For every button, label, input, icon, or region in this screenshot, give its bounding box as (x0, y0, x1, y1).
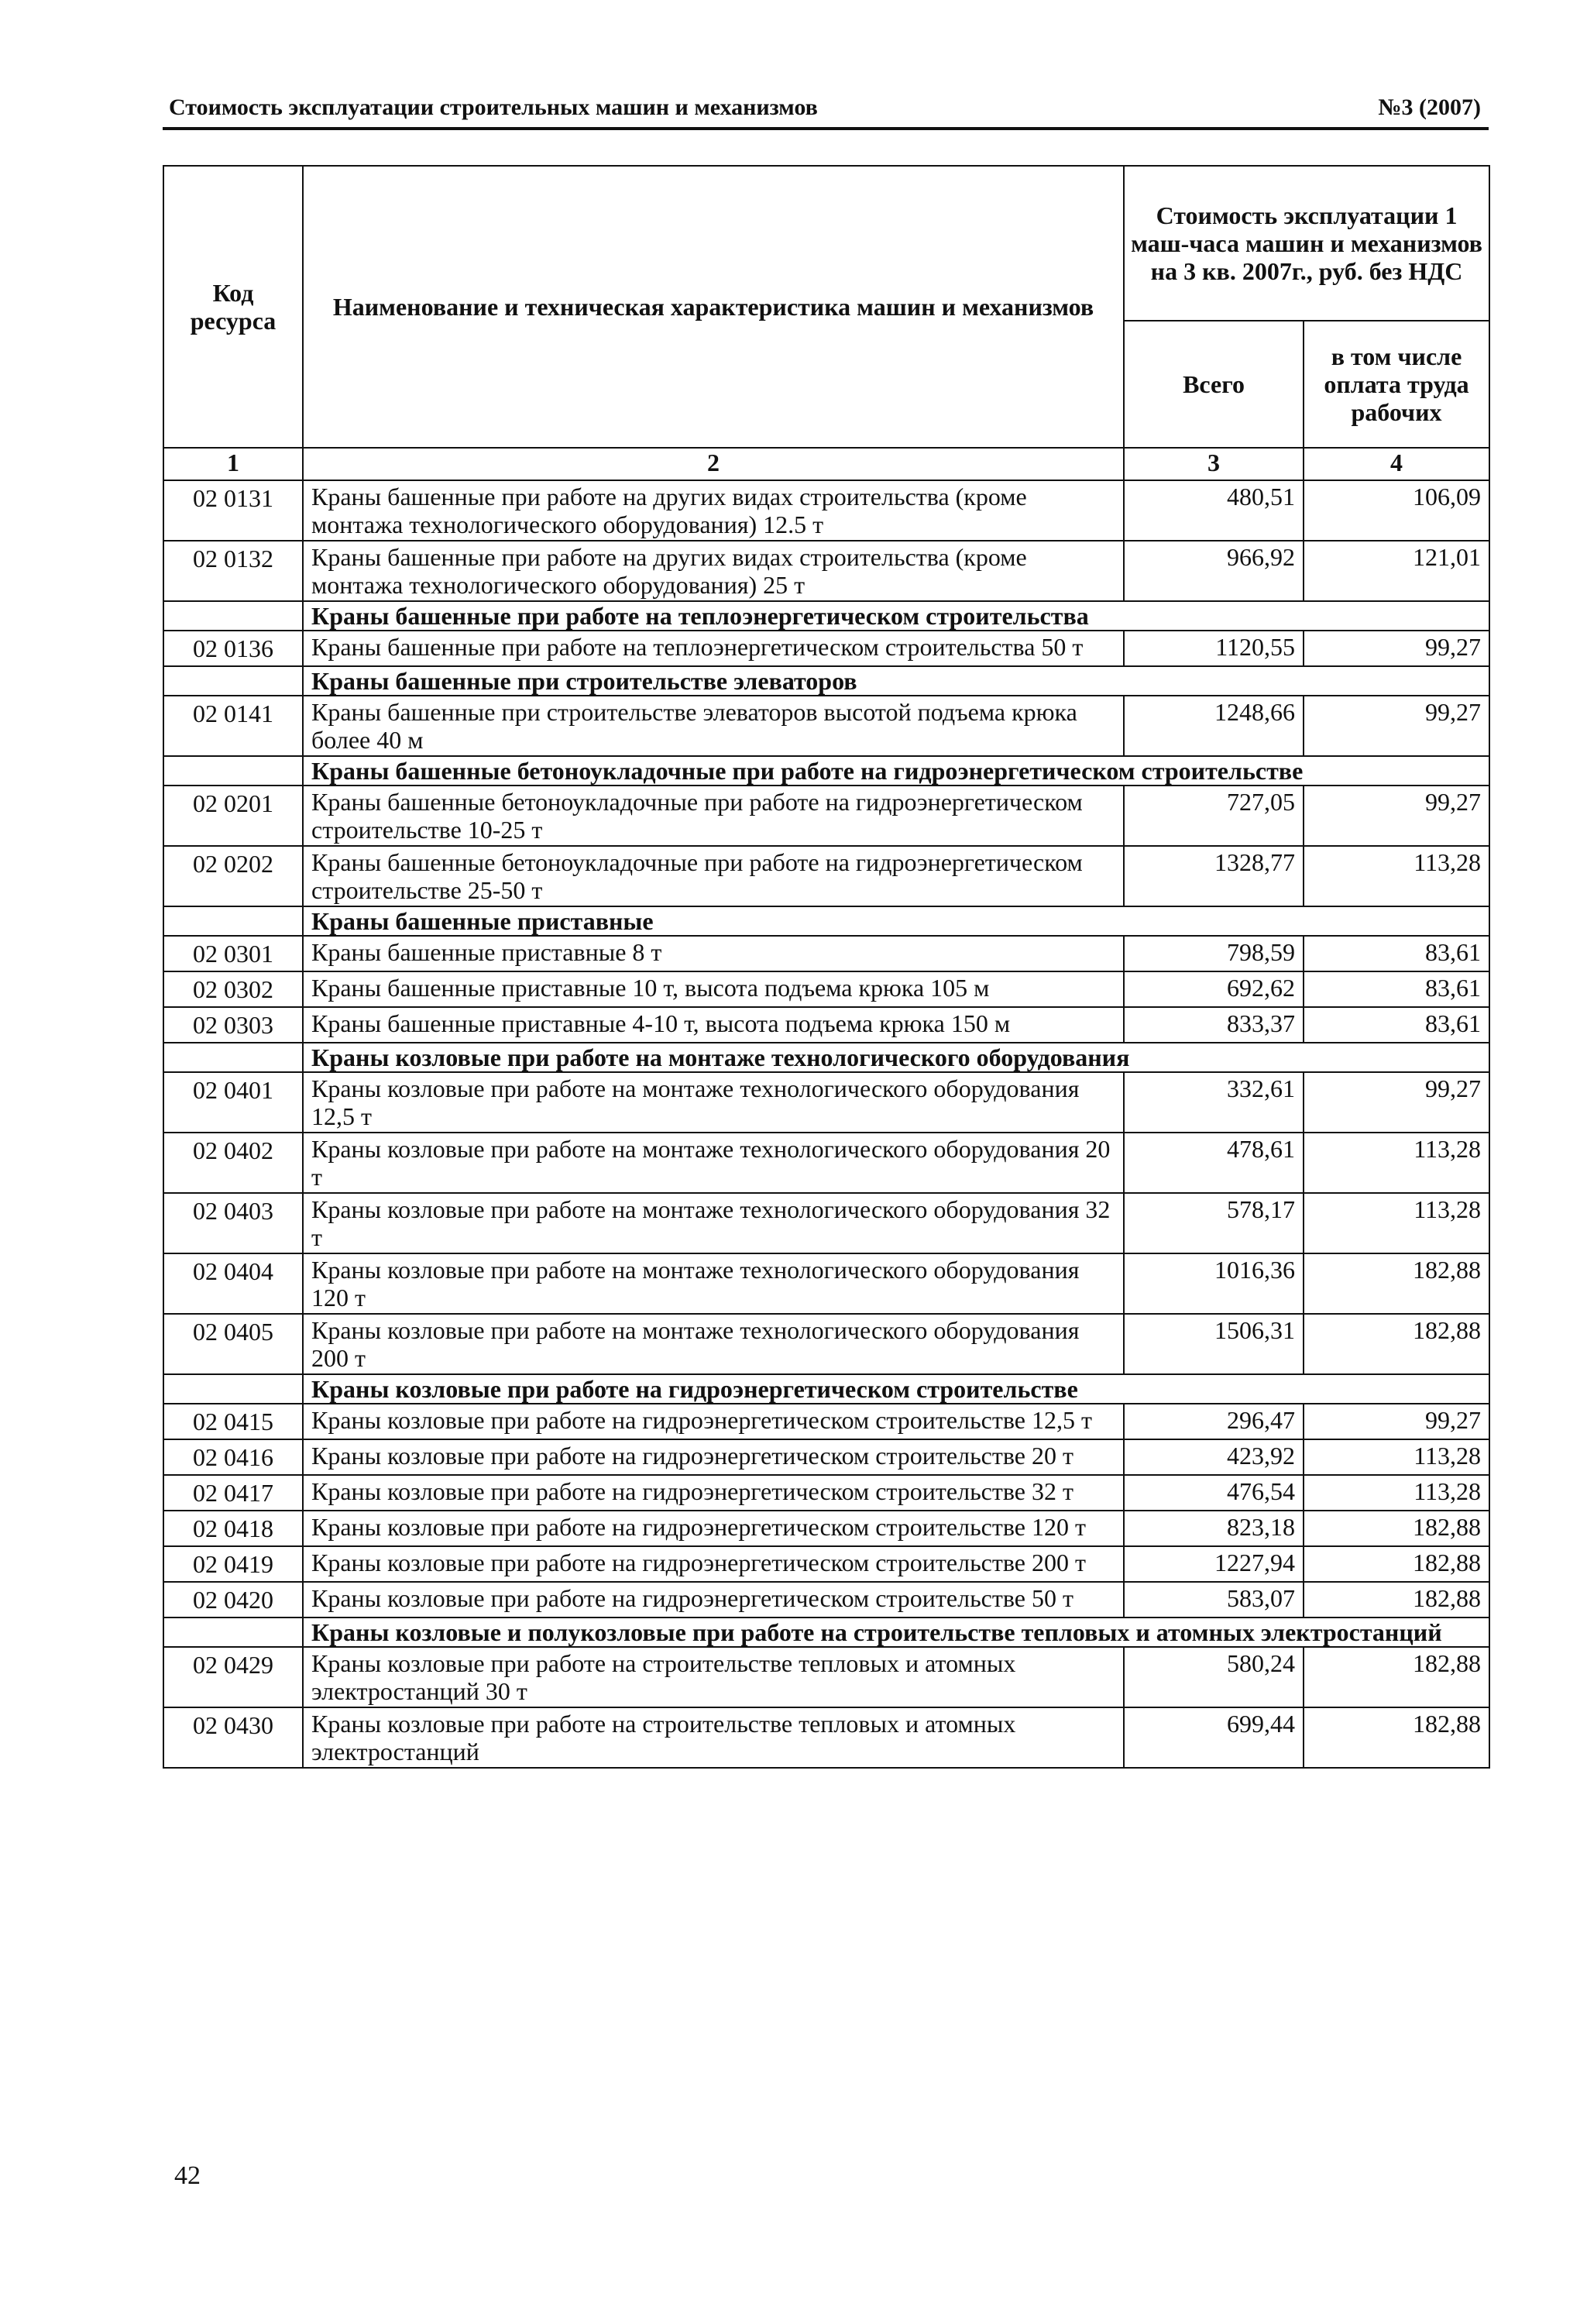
labor-cost: 99,27 (1304, 631, 1489, 666)
table-row (163, 541, 1489, 601)
labor-cost: 83,61 (1304, 936, 1489, 971)
table-row (163, 1511, 1489, 1546)
total-cost: 296,47 (1124, 1404, 1304, 1439)
section-code-cell (163, 1374, 303, 1404)
total-cost: 1120,55 (1124, 631, 1304, 666)
table-row (163, 696, 1489, 756)
total-cost: 727,05 (1124, 786, 1304, 846)
resource-code: 02 0419 (163, 1546, 303, 1582)
machine-description: Краны козловые при работе на гидроэнергетическом строительстве 12,5 т (303, 1404, 1124, 1439)
resource-code: 02 0417 (163, 1475, 303, 1511)
total-cost: 833,37 (1124, 1007, 1304, 1043)
section-title: Краны козловые при работе на гидроэнергетическом строительстве (303, 1374, 1489, 1404)
labor-cost: 113,28 (1304, 1193, 1489, 1253)
total-cost: 1328,77 (1124, 846, 1304, 906)
table-row (163, 1253, 1489, 1314)
machine-description: Краны козловые при работе на монтаже технологического оборудования 12,5 т (303, 1072, 1124, 1133)
machine-description: Краны башенные при работе на других видах строительства (кроме монтажа технологического оборудования) 25 т (303, 541, 1124, 601)
header-code: Код ресурса (163, 166, 303, 448)
table-row (163, 1404, 1489, 1439)
table-row (163, 846, 1489, 906)
section-code-cell (163, 1618, 303, 1647)
table-row (163, 1439, 1489, 1475)
cost-table (163, 165, 1490, 1769)
table-row (163, 971, 1489, 1007)
issue-number: №3 (2007) (1378, 95, 1481, 120)
total-cost: 478,61 (1124, 1133, 1304, 1193)
resource-code: 02 0401 (163, 1072, 303, 1133)
table-row (163, 1314, 1489, 1374)
resource-code: 02 0301 (163, 936, 303, 971)
resource-code: 02 0415 (163, 1404, 303, 1439)
labor-cost: 182,88 (1304, 1314, 1489, 1374)
resource-code: 02 0429 (163, 1647, 303, 1707)
page-number: 42 (174, 2161, 201, 2190)
section-row (163, 601, 1489, 631)
total-cost: 692,62 (1124, 971, 1304, 1007)
machine-description: Краны козловые при работе на монтаже технологического оборудования 20 т (303, 1133, 1124, 1193)
table-row (163, 1007, 1489, 1043)
column-number: 1 (163, 448, 303, 480)
machine-description: Краны козловые при работе на гидроэнергетическом строительстве 32 т (303, 1475, 1124, 1511)
labor-cost: 113,28 (1304, 1133, 1489, 1193)
resource-code: 02 0420 (163, 1582, 303, 1618)
machine-description: Краны башенные при работе на других видах строительства (кроме монтажа технологического оборудования) 12.5 т (303, 480, 1124, 541)
machine-description: Краны козловые при работе на гидроэнергетическом строительстве 20 т (303, 1439, 1124, 1475)
total-cost: 423,92 (1124, 1439, 1304, 1475)
section-row (163, 666, 1489, 696)
total-cost: 1248,66 (1124, 696, 1304, 756)
machine-description: Краны козловые при работе на гидроэнергетическом строительстве 50 т (303, 1582, 1124, 1618)
resource-code: 02 0303 (163, 1007, 303, 1043)
total-cost: 699,44 (1124, 1707, 1304, 1768)
machine-description: Краны козловые при работе на строительстве тепловых и атомных электростанций 30 т (303, 1647, 1124, 1707)
section-title: Краны башенные приставные (303, 906, 1489, 936)
total-cost: 332,61 (1124, 1072, 1304, 1133)
table-row (163, 936, 1489, 971)
page-header (163, 91, 1489, 130)
column-number: 2 (303, 448, 1124, 480)
header-total: Всего (1124, 321, 1304, 448)
section-code-cell (163, 1043, 303, 1072)
labor-cost: 121,01 (1304, 541, 1489, 601)
machine-description: Краны башенные приставные 8 т (303, 936, 1124, 971)
resource-code: 02 0131 (163, 480, 303, 541)
labor-cost: 182,88 (1304, 1253, 1489, 1314)
resource-code: 02 0136 (163, 631, 303, 666)
machine-description: Краны козловые при работе на монтаже технологического оборудования 32 т (303, 1193, 1124, 1253)
table-row (163, 1582, 1489, 1618)
table-row (163, 1193, 1489, 1253)
labor-cost: 182,88 (1304, 1511, 1489, 1546)
section-code-cell (163, 601, 303, 631)
labor-cost: 99,27 (1304, 1072, 1489, 1133)
resource-code: 02 0418 (163, 1511, 303, 1546)
machine-description: Краны башенные бетоноукладочные при работе на гидроэнергетическом строительстве 25-50 т (303, 846, 1124, 906)
table-body (163, 480, 1489, 1768)
total-cost: 476,54 (1124, 1475, 1304, 1511)
resource-code: 02 0416 (163, 1439, 303, 1475)
labor-cost: 182,88 (1304, 1582, 1489, 1618)
machine-description: Краны козловые при работе на монтаже технологического оборудования 200 т (303, 1314, 1124, 1374)
section-row (163, 1374, 1489, 1404)
section-title: Краны башенные при строительстве элеваторов (303, 666, 1489, 696)
total-cost: 580,24 (1124, 1647, 1304, 1707)
table-row (163, 1647, 1489, 1707)
total-cost: 583,07 (1124, 1582, 1304, 1618)
labor-cost: 99,27 (1304, 1404, 1489, 1439)
table-row (163, 1072, 1489, 1133)
table-row (163, 1133, 1489, 1193)
header-cost-group: Стоимость эксплуатации 1 маш-часа машин и механизмов на 3 кв. 2007г., руб. без НДС (1124, 166, 1489, 321)
section-code-cell (163, 666, 303, 696)
labor-cost: 182,88 (1304, 1546, 1489, 1582)
labor-cost: 182,88 (1304, 1647, 1489, 1707)
labor-cost: 99,27 (1304, 786, 1489, 846)
section-title: Краны козловые и полукозловые при работе на строительстве тепловых и атомных электростанций (303, 1618, 1489, 1647)
labor-cost: 113,28 (1304, 1475, 1489, 1511)
resource-code: 02 0404 (163, 1253, 303, 1314)
resource-code: 02 0430 (163, 1707, 303, 1768)
total-cost: 966,92 (1124, 541, 1304, 601)
column-number: 3 (1124, 448, 1304, 480)
labor-cost: 83,61 (1304, 1007, 1489, 1043)
table-row (163, 480, 1489, 541)
total-cost: 1506,31 (1124, 1314, 1304, 1374)
section-code-cell (163, 906, 303, 936)
labor-cost: 182,88 (1304, 1707, 1489, 1768)
table-row (163, 631, 1489, 666)
section-code-cell (163, 756, 303, 786)
machine-description: Краны козловые при работе на монтаже технологического оборудования 120 т (303, 1253, 1124, 1314)
total-cost: 1227,94 (1124, 1546, 1304, 1582)
table-row (163, 1475, 1489, 1511)
machine-description: Краны башенные бетоноукладочные при работе на гидроэнергетическом строительстве 10-25 т (303, 786, 1124, 846)
labor-cost: 99,27 (1304, 696, 1489, 756)
total-cost: 578,17 (1124, 1193, 1304, 1253)
section-row (163, 1043, 1489, 1072)
total-cost: 823,18 (1124, 1511, 1304, 1546)
table-row (163, 786, 1489, 846)
resource-code: 02 0202 (163, 846, 303, 906)
table-row (163, 1707, 1489, 1768)
machine-description: Краны козловые при работе на гидроэнергетическом строительстве 120 т (303, 1511, 1124, 1546)
header-name: Наименование и техническая характеристика машин и механизмов (303, 166, 1124, 448)
table-row (163, 1546, 1489, 1582)
header-title: Стоимость эксплуатации строительных машин и механизмов (169, 95, 818, 120)
total-cost: 1016,36 (1124, 1253, 1304, 1314)
section-row (163, 1618, 1489, 1647)
labor-cost: 113,28 (1304, 1439, 1489, 1475)
labor-cost: 106,09 (1304, 480, 1489, 541)
resource-code: 02 0405 (163, 1314, 303, 1374)
section-row (163, 906, 1489, 936)
resource-code: 02 0403 (163, 1193, 303, 1253)
resource-code: 02 0132 (163, 541, 303, 601)
machine-description: Краны башенные при строительстве элеваторов высотой подъема крюка более 40 м (303, 696, 1124, 756)
machine-description: Краны башенные приставные 4-10 т, высота подъема крюка 150 м (303, 1007, 1124, 1043)
section-title: Краны башенные при работе на теплоэнергетическом строительства (303, 601, 1489, 631)
section-title: Краны башенные бетоноукладочные при работе на гидроэнергетическом строительстве (303, 756, 1489, 786)
total-cost: 480,51 (1124, 480, 1304, 541)
machine-description: Краны башенные при работе на теплоэнергетическом строительства 50 т (303, 631, 1124, 666)
machine-description: Краны козловые при работе на строительстве тепловых и атомных электростанций (303, 1707, 1124, 1768)
column-number: 4 (1304, 448, 1489, 480)
section-row (163, 756, 1489, 786)
machine-description: Краны козловые при работе на гидроэнергетическом строительстве 200 т (303, 1546, 1124, 1582)
resource-code: 02 0402 (163, 1133, 303, 1193)
section-title: Краны козловые при работе на монтаже технологического оборудования (303, 1043, 1489, 1072)
labor-cost: 113,28 (1304, 846, 1489, 906)
resource-code: 02 0201 (163, 786, 303, 846)
resource-code: 02 0141 (163, 696, 303, 756)
labor-cost: 83,61 (1304, 971, 1489, 1007)
total-cost: 798,59 (1124, 936, 1304, 971)
resource-code: 02 0302 (163, 971, 303, 1007)
header-labor: в том числе оплата труда рабочих (1304, 321, 1489, 448)
machine-description: Краны башенные приставные 10 т, высота подъема крюка 105 м (303, 971, 1124, 1007)
